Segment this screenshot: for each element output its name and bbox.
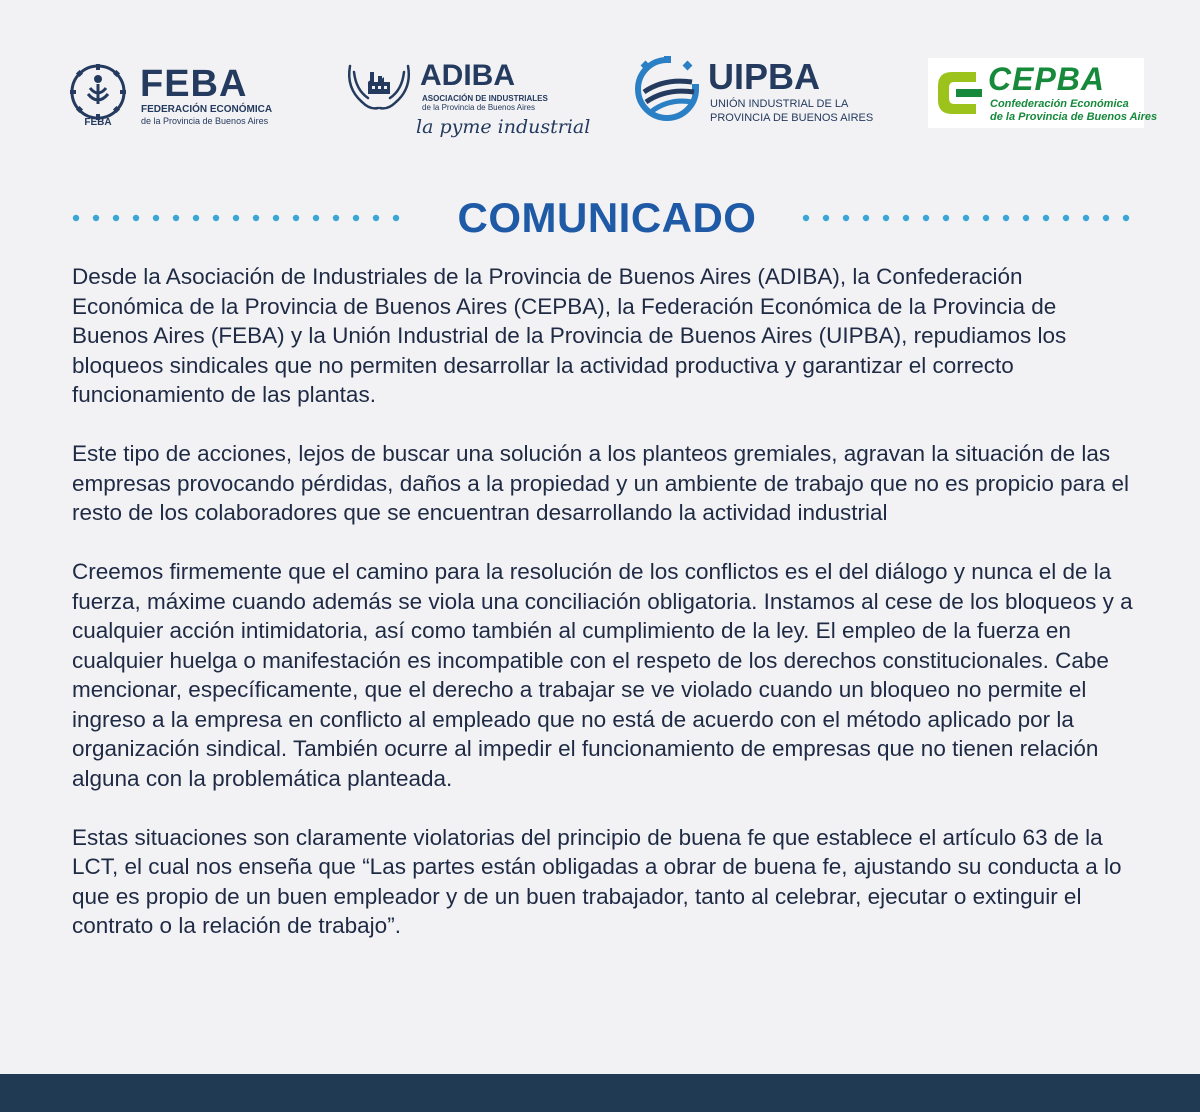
feba-seal-text: FEBA xyxy=(84,117,112,126)
gear-globe-icon xyxy=(634,56,700,122)
uipba-line1: UNIÓN INDUSTRIAL DE LA xyxy=(710,98,849,110)
feba-logo xyxy=(66,62,276,128)
adiba-line2: de la Provincia de Buenos Aires xyxy=(422,103,535,112)
adiba-tagline: la pyme industrial xyxy=(416,116,591,138)
paragraph-1: Desde la Asociación de Industriales de la Provincia de Buenos Aires (ADIBA), la Confederación Económica de la Provincia de Buenos Aires (CEPBA), la Federación Económica de la Provincia de Buenos Aires (FEBA) y la Unión Industrial de la Provincia de Buenos Aires (UIPBA), repudiamos los bloqueos sindicales que no permiten desarrollar la actividad productiva y garantizar el correcto funcionamiento de las plantas. xyxy=(72,264,1067,407)
logo-header xyxy=(0,0,1200,150)
feba-line2: de la Provincia de Buenos Aires xyxy=(141,116,269,126)
title-row xyxy=(0,190,1200,246)
cepba-logo xyxy=(928,58,1158,128)
paragraph-2: Este tipo de acciones, lejos de buscar una solución a los planteos gremiales, agravan la situación de las empresas provocando pérdidas, daños a la propiedad y un ambiente de trabajo que no es propicio para el resto de los colaboradores que se encuentran desarrollando la actividad industrial xyxy=(72,441,1129,525)
dotted-divider-right xyxy=(802,214,1142,222)
adiba-name: ADIBA xyxy=(420,59,515,92)
page-title: COMUNICADO xyxy=(457,194,757,241)
uipba-name: UIPBA xyxy=(708,56,821,97)
dotted-divider-left xyxy=(72,214,412,222)
feba-seal-icon xyxy=(66,62,130,126)
footer-bar xyxy=(0,1074,1200,1112)
feba-line1: FEDERACIÓN ECONÓMICA xyxy=(141,104,273,115)
adiba-line1: ASOCIACIÓN DE INDUSTRIALES xyxy=(422,94,548,103)
cepba-line2: de la Provincia de Buenos Aires xyxy=(990,111,1158,123)
adiba-logo xyxy=(344,58,591,142)
uipba-logo xyxy=(634,56,874,128)
hands-factory-icon xyxy=(344,60,414,118)
cepba-name: CEPBA xyxy=(988,61,1106,97)
cepba-c-mark-icon xyxy=(934,66,984,120)
statement-body xyxy=(72,262,1134,970)
feba-name: FEBA xyxy=(140,63,248,105)
cepba-line1: Confederación Económica xyxy=(990,98,1129,110)
paragraph-4: Estas situaciones son claramente violatorias del principio de buena fe que establece el artículo 63 de la LCT, el cual nos enseña que “Las partes están obligadas a obrar de buena fe, ajustando su conducta a lo que es propio de un buen empleador y de un buen trabajador, tanto al celebrar, ejecutar o extinguir el contrato o la relación de trabajo”. xyxy=(72,824,1122,938)
uipba-line2: PROVINCIA DE BUENOS AIRES xyxy=(710,112,874,124)
paragraph-3: Creemos firmemente que el camino para la resolución de los conflictos es el del diálogo y nunca el de la fuerza, máxime cuando además se viola una conciliación obligatoria. Instamos al cese de los bloqueos y a cualquier acción intimidatoria, así como también al cumplimiento de la ley. El empleo de la fuerza en cualquier huelga o manifestación es incompatible con el respeto de los derechos constitucionales. Cabe mencionar, específicamente, que el derecho a trabajar se ve violado cuando un bloqueo no permite el ingreso a la empresa en conflicto al empleado que no está de acuerdo con el método aplicado por la organización sindical. También ocurre al impedir el funcionamiento de empresas que no tienen relación alguna con la problemática planteada. xyxy=(72,559,1133,791)
